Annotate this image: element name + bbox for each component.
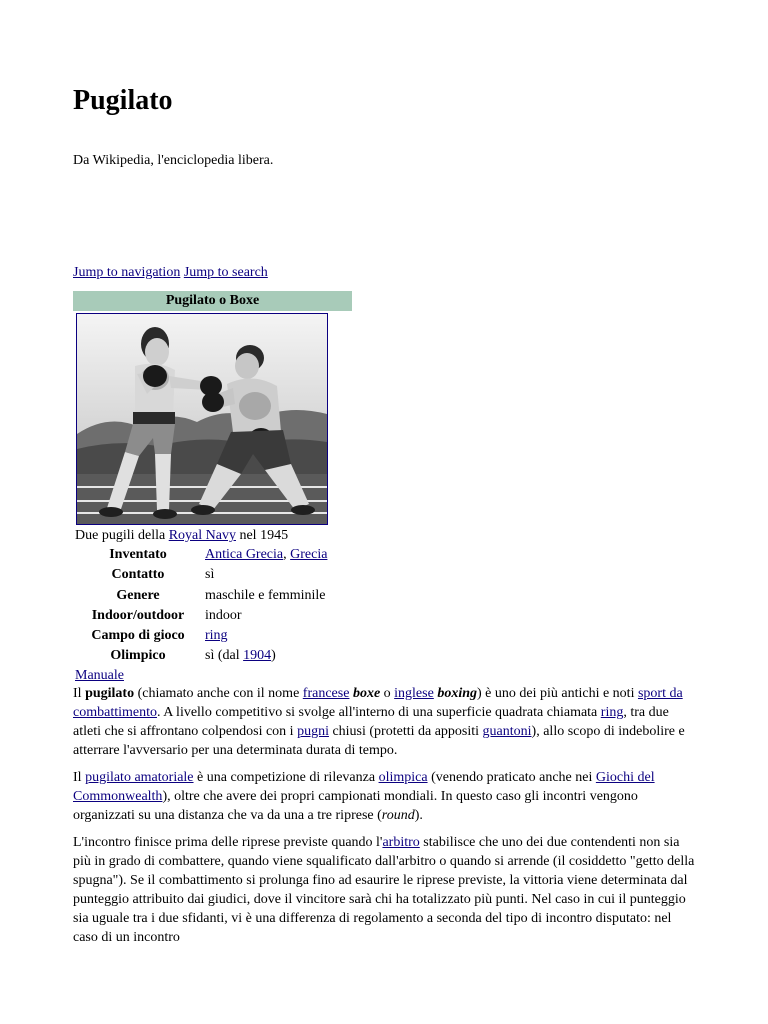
infobox-manual <box>75 667 352 685</box>
giochi-del-commonwealth-link[interactable]: Giochi del Commonwealth <box>73 770 655 804</box>
arbitro-link[interactable]: arbitro <box>382 835 420 850</box>
infobox-label: Indoor/outdoor <box>91 607 185 623</box>
value-separator: , <box>283 547 291 562</box>
text: chiusi (protetti da appositi <box>332 724 480 739</box>
page-title: Pugilato <box>73 85 173 116</box>
paragraph-incontro <box>73 833 697 947</box>
infobox-label: Genere <box>116 587 160 603</box>
text: Il <box>73 770 82 785</box>
infobox-row-inventato <box>73 545 352 565</box>
text: , tra due atleti che si affrontano colpendosi con i <box>73 705 669 739</box>
infobox-label: Inventato <box>109 547 167 562</box>
term-boxe: boxe <box>352 686 381 701</box>
infobox-value: indoor <box>205 607 242 623</box>
olimpico-text-before: sì (dal <box>205 648 240 664</box>
caption-prefix: Due pugili della <box>75 528 166 543</box>
ring-body-link[interactable]: ring <box>600 705 624 720</box>
pugni-link[interactable]: pugni <box>297 724 329 739</box>
infobox-row-indoor-outdoor <box>73 606 352 626</box>
year-1904-link[interactable]: 1904 <box>243 648 272 664</box>
infobox-label: Olimpico <box>110 648 166 664</box>
text: o <box>383 686 391 701</box>
site-tagline: Da Wikipedia, l'enciclopedia libera. <box>73 153 274 168</box>
antica-grecia-link[interactable]: Antica Grecia <box>205 547 284 562</box>
paragraph-amatoriale <box>73 768 697 825</box>
infobox-value <box>205 626 228 646</box>
text: stabilisce che uno dei due contendenti non sia più in grado di combattere, quando viene squalificato dall'arbitro o quando si arrende (il cosiddetto "getto della spugna"). Se il combattimento si prolunga fino ad esaurire le riprese previste, la vittoria viene determinata dal punteggio attribuito dai giudici, dove il vincitore sarà chi ha totalizzato più punti. Nel caso in cui il punteggio sia uguale tra i due sfidanti, vi è una differenza di regolamento a seconda del tipo di incontro disputato: nel caso di un incontro <box>73 835 695 945</box>
inglese-link[interactable]: inglese <box>394 686 434 701</box>
infobox-row-campo-di-gioco <box>73 626 352 646</box>
jump-to-search-link[interactable]: Jump to search <box>183 265 268 280</box>
term-round: round <box>381 808 415 823</box>
infobox-row-olimpico <box>73 646 352 666</box>
infobox-value: sì <box>205 567 215 583</box>
infobox-caption <box>75 527 352 545</box>
pugilato-amatoriale-link[interactable]: pugilato amatoriale <box>85 770 194 785</box>
text: L'incontro finisce prima delle riprese previste quando l' <box>73 835 383 850</box>
royal-navy-link[interactable]: Royal Navy <box>168 528 236 543</box>
text: è una competizione di rilevanza <box>197 770 376 785</box>
manuale-link[interactable]: Manuale <box>75 667 124 683</box>
infobox-value <box>205 545 327 565</box>
sport-da-combattimento-link[interactable]: sport da combattimento <box>73 686 683 720</box>
grecia-link[interactable]: Grecia <box>290 547 328 562</box>
article-body <box>73 684 697 955</box>
infobox-value: maschile e femminile <box>205 587 326 603</box>
paragraph-intro <box>73 684 697 760</box>
infobox-label: Contatto <box>111 567 165 583</box>
text: Il <box>73 686 82 701</box>
boxers-photo-illustration <box>77 314 327 524</box>
olimpica-link[interactable]: olimpica <box>378 770 428 785</box>
jump-to-navigation-link[interactable]: Jump to navigation <box>73 265 181 280</box>
text: ), oltre che avere dei propri campionati mondiali. In questo caso gli incontri vengono organizzati su una distanza che va da una a tre riprese ( <box>73 789 638 823</box>
francese-link[interactable]: francese <box>302 686 350 701</box>
jump-links <box>73 264 268 282</box>
term-boxing: boxing <box>437 686 477 701</box>
text: ), allo scopo di indebolire e atterrare l'avversario per una determinata durata di tempo. <box>73 724 685 758</box>
text: ) è uno dei più antichi e noti <box>477 686 635 701</box>
infobox-value <box>205 646 276 666</box>
infobox-row-contatto <box>73 565 352 585</box>
infobox-label: Campo di gioco <box>91 628 185 644</box>
infobox <box>73 291 352 685</box>
text: ). <box>414 808 423 823</box>
text: . A livello competitivo si svolge all'interno di una superficie quadrata chiamata <box>156 705 598 720</box>
infobox-row-genere <box>73 586 352 606</box>
guantoni-link[interactable]: guantoni <box>482 724 532 739</box>
ring-link[interactable]: ring <box>205 628 228 644</box>
olimpico-text-after: ) <box>271 648 276 664</box>
infobox-photo[interactable] <box>76 313 328 525</box>
bold-term: pugilato <box>85 686 135 701</box>
caption-suffix: nel 1945 <box>239 528 289 543</box>
infobox-header: Pugilato o Boxe <box>73 291 352 311</box>
text: (venendo praticato anche nei <box>431 770 593 785</box>
text: (chiamato anche con il nome <box>137 686 300 701</box>
